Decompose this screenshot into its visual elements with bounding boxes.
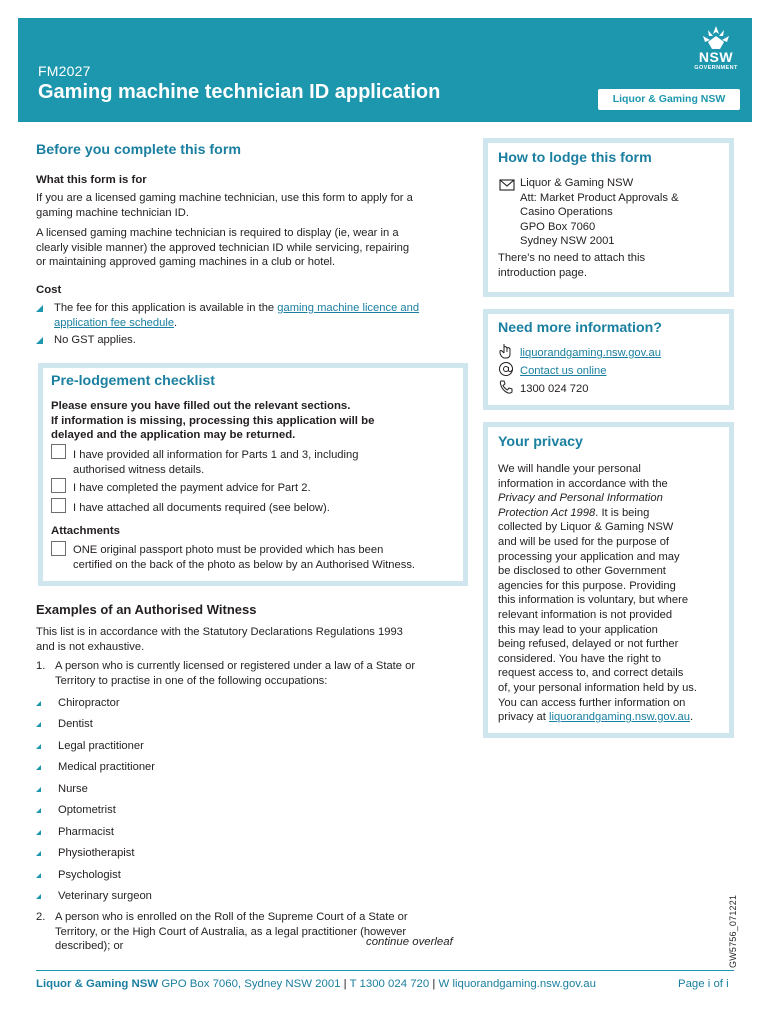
privacy-line: agencies for this purpose. Providing xyxy=(498,579,676,592)
privacy-inline-text: . It is being xyxy=(595,506,650,519)
display-line: A licensed gaming machine technician is required to display (ie, wear in a xyxy=(36,227,399,239)
footer-separator: | xyxy=(343,978,347,990)
privacy-line: be disclosed to other Government xyxy=(498,565,666,578)
occupation-item xyxy=(36,696,120,711)
continue-overleaf: continue overleaf xyxy=(366,936,453,948)
cost-heading: Cost xyxy=(36,284,62,296)
page-number: Page i of i xyxy=(678,978,729,990)
display-text xyxy=(36,226,409,270)
occupation-item xyxy=(36,868,121,883)
attachment-line: ONE original passport photo must be provided which has been xyxy=(73,544,384,556)
checklist-intro xyxy=(51,399,374,443)
fee-schedule-link-cont[interactable]: application fee schedule xyxy=(54,316,175,329)
footer xyxy=(36,977,736,992)
lodge-box xyxy=(483,138,734,297)
checklist-checkbox-documents[interactable] xyxy=(51,498,66,513)
header-banner xyxy=(18,18,752,122)
footer-brand: Liquor & Gaming NSW xyxy=(36,978,159,990)
privacy-last-prefix: privacy at xyxy=(498,711,546,724)
witness-item-2 xyxy=(55,910,408,954)
occupation-label: Psychologist xyxy=(58,869,121,881)
lodge-note-line: There's no need to attach this xyxy=(498,252,646,264)
privacy-act-name: Privacy and Personal Information xyxy=(498,492,663,505)
triangle-bullet-icon xyxy=(36,851,41,856)
privacy-line xyxy=(498,710,728,725)
footer-phone: T 1300 024 720 xyxy=(349,978,430,990)
waratah-icon xyxy=(696,24,736,50)
what-text xyxy=(36,191,413,220)
privacy-text xyxy=(498,462,728,725)
privacy-line: We will handle your personal xyxy=(498,463,641,475)
privacy-line: processing your application and may xyxy=(498,550,680,563)
checklist-intro-line: Please ensure you have filled out the relevant sections. xyxy=(51,400,351,412)
attachment-checkbox-photo[interactable] xyxy=(51,541,66,556)
lodge-address xyxy=(520,176,679,249)
lodge-note xyxy=(498,251,645,280)
address-line: Sydney NSW 2001 xyxy=(520,235,615,248)
privacy-line: relevant information is not provided xyxy=(498,608,673,621)
what-heading: What this form is for xyxy=(36,174,147,186)
phone-number: 1300 024 720 xyxy=(520,383,589,395)
occupation-label: Pharmacist xyxy=(58,826,114,838)
witness-item-line: Territory to practise in one of the following occupations: xyxy=(55,674,328,687)
checklist-item-documents: I have attached all documents required (see below). xyxy=(73,502,330,514)
occupation-item xyxy=(36,825,114,840)
triangle-bullet-icon xyxy=(36,765,41,770)
witness-item-line: A person who is enrolled on the Roll of the Supreme Court of a State or xyxy=(55,911,408,923)
privacy-website-link[interactable]: liquorandgaming.nsw.gov.au xyxy=(548,711,690,724)
privacy-heading: Your privacy xyxy=(498,434,583,450)
checklist-checkbox-parts[interactable] xyxy=(51,444,66,459)
lodge-heading: How to lodge this form xyxy=(498,150,652,166)
checklist-item-payment: I have completed the payment advice for Part 2. xyxy=(73,482,311,494)
occupation-item xyxy=(36,739,144,754)
cursor-icon xyxy=(498,343,514,359)
occupation-label: Nurse xyxy=(58,783,88,795)
cost-fee-item xyxy=(36,301,476,330)
footer-address: GPO Box 7060, Sydney NSW 2001 xyxy=(161,978,341,990)
checklist-intro-line: delayed and the application may be returned. xyxy=(51,429,296,442)
triangle-bullet-icon xyxy=(36,808,41,813)
triangle-bullet-icon xyxy=(36,894,41,899)
triangle-bullet-icon xyxy=(36,305,43,312)
witness-item-line: described); or xyxy=(55,940,124,953)
privacy-line: and will be used for the purpose of xyxy=(498,535,670,548)
privacy-line: of, your personal information held by us. xyxy=(498,681,697,694)
agency-badge: Liquor & Gaming NSW xyxy=(598,89,740,110)
phone-icon xyxy=(498,379,514,395)
checklist-item-parts xyxy=(73,448,358,477)
page-title: Gaming machine technician ID application xyxy=(38,81,441,103)
witness-heading: Examples of an Authorised Witness xyxy=(36,602,257,617)
display-line: or maintaining approved gaming machines in a club or hotel. xyxy=(36,256,336,269)
triangle-bullet-icon xyxy=(36,337,43,344)
what-line: gaming machine technician ID. xyxy=(36,206,189,219)
privacy-line: You can access further information on xyxy=(498,696,686,709)
attachment-line: certified on the back of the photo as below by an Authorised Witness. xyxy=(73,558,416,571)
privacy-line: request access to, and correct details xyxy=(498,667,684,680)
logo-text: NSW xyxy=(698,49,734,65)
privacy-line: collected by Liquor & Gaming NSW xyxy=(498,521,674,534)
attachments-heading: Attachments xyxy=(51,525,120,537)
witness-item-line: Territory, or the High Court of Australia, as a legal practitioner (however xyxy=(55,925,407,938)
occupation-item xyxy=(36,760,155,775)
checklist-item-line: authorised witness details. xyxy=(73,463,205,476)
occupation-item xyxy=(36,846,135,861)
before-heading: Before you complete this form xyxy=(36,142,241,158)
witness-item-2-number: 2. xyxy=(36,911,46,923)
privacy-box xyxy=(483,422,734,738)
attachment-item-photo xyxy=(73,543,415,572)
checklist-item-line: I have provided all information for Parts 1 and 3, including xyxy=(73,449,359,461)
occupation-label: Legal practitioner xyxy=(58,740,144,752)
what-line: If you are a licensed gaming machine technician, use this form to apply for a xyxy=(36,192,413,204)
triangle-bullet-icon xyxy=(36,830,41,835)
cost-fee-text: The fee for this application is available in the xyxy=(54,302,275,314)
occupation-item xyxy=(36,782,88,797)
occupation-item xyxy=(36,717,93,732)
document-code: GW5756_071221 xyxy=(728,894,738,968)
footer-separator: | xyxy=(432,978,436,990)
checklist-heading: Pre-lodgement checklist xyxy=(51,373,215,389)
mail-icon xyxy=(499,177,515,193)
more-info-heading: Need more information? xyxy=(498,320,662,336)
cost-gst-text: No GST applies. xyxy=(54,334,136,346)
privacy-line: considered. You have the right to xyxy=(498,652,661,665)
address-line: Casino Operations xyxy=(520,206,613,219)
contact-link[interactable]: Contact us online xyxy=(520,365,607,377)
privacy-act-name-cont: Protection Act 1998 xyxy=(498,506,596,519)
privacy-line xyxy=(498,506,728,521)
witness-intro-line: and is not exhaustive. xyxy=(36,640,145,653)
occupation-label: Medical practitioner xyxy=(58,761,156,773)
witness-item-line: A person who is currently licensed or registered under a law of a State or xyxy=(55,660,416,672)
footer-web: W liquorandgaming.nsw.gov.au xyxy=(438,978,596,990)
privacy-line: being refused, delayed or not further xyxy=(498,638,679,651)
website-link[interactable]: liquorandgaming.nsw.gov.au xyxy=(520,347,661,359)
pre-lodgement-checklist xyxy=(38,363,468,586)
cost-fee-suffix: . xyxy=(174,316,178,329)
more-info-box xyxy=(483,309,734,410)
address-line: GPO Box 7060 xyxy=(520,220,596,233)
display-line: clearly visible manner) the approved technician ID while servicing, repairing xyxy=(36,241,410,254)
witness-item-1-number: 1. xyxy=(36,660,46,672)
lodge-note-line: introduction page. xyxy=(498,266,587,279)
triangle-bullet-icon xyxy=(36,787,41,792)
cost-gst-item xyxy=(36,333,136,348)
logo-subtext: GOVERNMENT xyxy=(694,65,738,71)
occupation-label: Physiotherapist xyxy=(58,847,135,859)
witness-intro-line: This list is in accordance with the Statutory Declarations Regulations 1993 xyxy=(36,626,403,638)
nsw-government-logo xyxy=(688,24,744,84)
occupation-label: Chiropractor xyxy=(58,697,120,709)
occupation-item xyxy=(36,889,152,904)
checklist-intro-line: If information is missing, processing this application will be xyxy=(51,414,375,427)
triangle-bullet-icon xyxy=(36,701,41,706)
form-code: FM2027 xyxy=(38,63,91,79)
occupation-label: Dentist xyxy=(58,718,93,730)
checklist-checkbox-payment[interactable] xyxy=(51,478,66,493)
at-sign-icon xyxy=(498,361,514,377)
triangle-bullet-icon xyxy=(36,744,41,749)
fee-schedule-link[interactable]: gaming machine licence and xyxy=(277,302,420,314)
address-line: Liquor & Gaming NSW xyxy=(520,177,634,189)
triangle-bullet-icon xyxy=(36,873,41,878)
occupation-label: Optometrist xyxy=(58,804,116,816)
privacy-last-suffix: . xyxy=(689,711,694,724)
privacy-line: this information is voluntary, but where xyxy=(498,594,689,607)
occupation-item xyxy=(36,803,116,818)
privacy-line: this may lead to your application xyxy=(498,623,658,636)
triangle-bullet-icon xyxy=(36,722,41,727)
witness-intro xyxy=(36,625,403,654)
occupation-label: Veterinary surgeon xyxy=(58,890,152,902)
privacy-line: information in accordance with the xyxy=(498,477,668,490)
footer-divider xyxy=(36,970,734,971)
witness-item-1 xyxy=(55,659,415,688)
address-line: Att: Market Product Approvals & xyxy=(520,191,679,204)
